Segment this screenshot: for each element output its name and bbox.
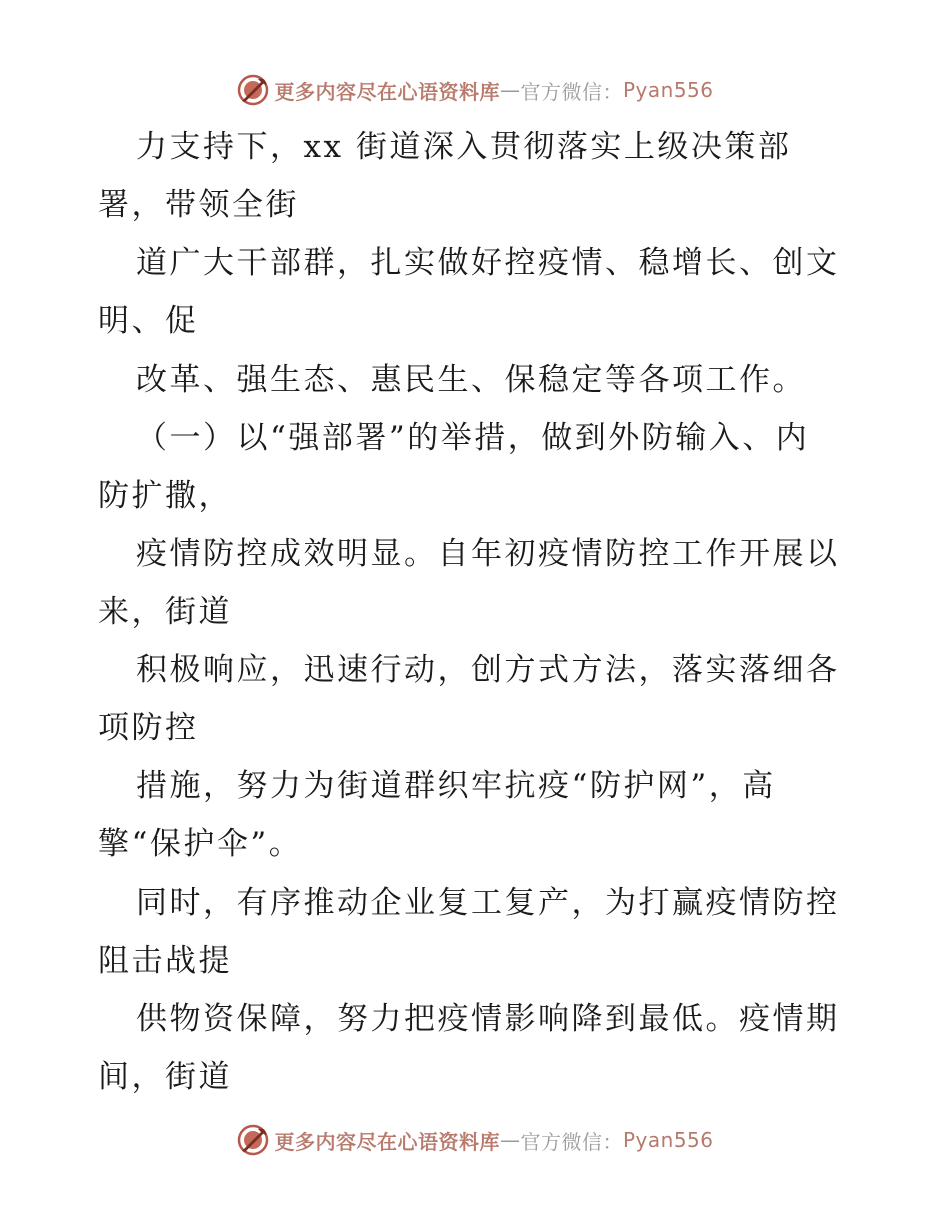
body-line: 措施，努力为街道群织牢抗疫“防护网”，高 xyxy=(136,768,776,804)
body-line: 署，带领全街 xyxy=(98,187,299,223)
body-line: 同时，有序推动企业复工复产，为打赢疫情防控 xyxy=(136,885,840,921)
body-line: 防扩撒， xyxy=(98,478,232,514)
body-line: 明、促 xyxy=(98,303,199,339)
body-line: 积极响应，迅速行动，创方式方法，落实落细各 xyxy=(136,652,840,688)
banner-main-text: 更多内容尽在心语资料库 xyxy=(274,79,500,104)
footer-watermark-banner xyxy=(0,1120,950,1160)
body-line: （一）以“强部署”的举措，做到外防输入、内 xyxy=(136,420,810,456)
quill-seal-icon xyxy=(236,1123,270,1157)
banner-wechat-label: 官方微信： xyxy=(520,1129,623,1154)
body-line: 改革、强生态、惠民生、保稳定等各项工作。 xyxy=(136,362,806,398)
banner-main-text: 更多内容尽在心语资料库 xyxy=(274,1129,500,1154)
banner-wechat-label: 官方微信： xyxy=(520,79,623,104)
body-line: 间，街道 xyxy=(98,1059,232,1095)
body-line: 道广大干部群，扎实做好控疫情、稳增长、创文 xyxy=(136,245,840,281)
body-line: 力支持下，xx 街道深入贯彻落实上级决策部 xyxy=(136,129,792,165)
banner-dash: — xyxy=(499,1128,521,1152)
body-line: 来，街道 xyxy=(98,594,232,630)
body-line: 阻击战提 xyxy=(98,943,232,979)
banner-dash: — xyxy=(499,78,521,102)
banner-wechat-id: Pyan556 xyxy=(622,1128,714,1152)
body-line: 擎“保护伞”。 xyxy=(98,826,303,862)
body-line: 疫情防控成效明显。自年初疫情防控工作开展以 xyxy=(136,536,840,572)
body-line: 供物资保障，努力把疫情影响降到最低。疫情期 xyxy=(136,1001,840,1037)
banner-wechat-id: Pyan556 xyxy=(622,78,714,102)
body-line: 项防控 xyxy=(98,710,199,746)
